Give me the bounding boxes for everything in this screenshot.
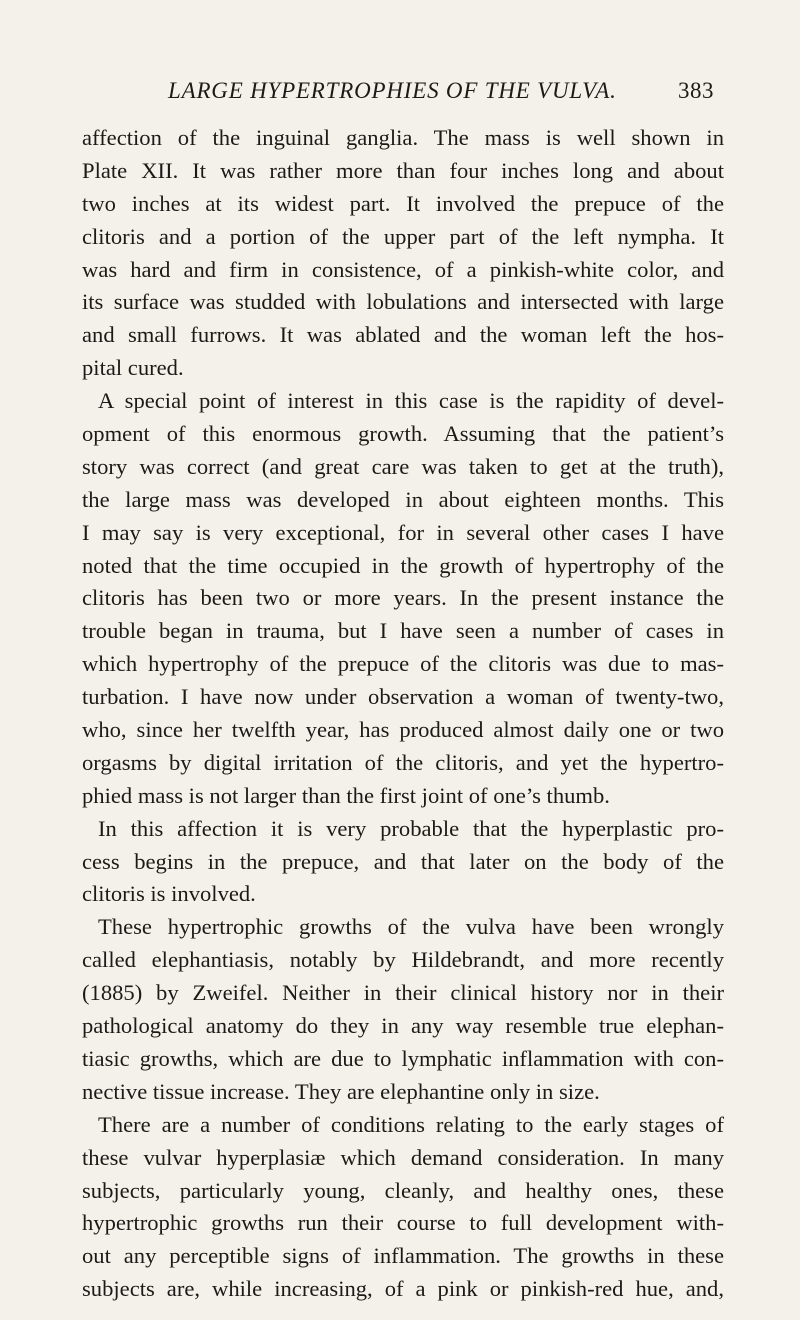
text-line: noted that the time occupied in the growth of hypertrophy of the (82, 552, 724, 578)
text-line: In this affection it is very probable that the hyperplastic pro- (98, 815, 724, 841)
text-line: story was correct (and great care was taken to get at the truth), (82, 453, 724, 479)
text-line: its surface was studded with lobulations and intersected with large (82, 289, 724, 315)
text-line: was hard and firm in consistence, of a pinkish-white color, and (82, 256, 724, 282)
text-line: called elephantiasis, notably by Hildebrandt, and more recently (82, 947, 724, 973)
text-line: subjects are, while increasing, of a pink or pinkish-red hue, and, (82, 1276, 724, 1302)
text-line: which hypertrophy of the prepuce of the clitoris was due to mas- (82, 651, 724, 677)
text-line: phied mass is not larger than the first joint of one’s thumb. (82, 782, 610, 808)
text-line: opment of this enormous growth. Assuming that the patient’s (82, 421, 724, 447)
text-line: clitoris and a portion of the upper part of the left nympha. It (82, 223, 724, 249)
text-line: trouble began in trauma, but I have seen a number of cases in (82, 618, 724, 644)
text-line: who, since her twelfth year, has produced almost daily one or two (82, 717, 724, 743)
text-line: clitoris is involved. (82, 881, 256, 907)
text-line: out any perceptible signs of inflammation. The growths in these (82, 1243, 724, 1269)
text-line: affection of the inguinal ganglia. The mass is well shown in (82, 125, 724, 150)
text-line: the large mass was developed in about eighteen months. This (82, 486, 724, 512)
text-line: two inches at its widest part. It involved the prepuce of the (82, 190, 724, 216)
text-line: Plate XII. It was rather more than four inches long and about (82, 157, 724, 183)
body-text (82, 122, 724, 1306)
text-line: There are a number of conditions relating to the early stages of (98, 1111, 724, 1137)
running-title: LARGE HYPERTROPHIES OF THE VULVA. (168, 78, 617, 103)
text-line: tiasic growths, which are due to lymphatic inflammation with con- (82, 1045, 724, 1071)
text-line: cess begins in the prepuce, and that later on the body of the (82, 848, 724, 874)
text-line: these vulvar hyperplasiæ which demand consideration. In many (82, 1144, 724, 1170)
text-line: turbation. I have now under observation a woman of twenty-two, (82, 684, 724, 710)
text-line: nective tissue increase. They are elephantine only in size. (82, 1078, 600, 1104)
text-line: pital cured. (82, 355, 184, 381)
text-line: hypertrophic growths run their course to full development with- (82, 1210, 724, 1236)
text-line: clitoris has been two or more years. In the present instance the (82, 585, 724, 611)
running-head (0, 78, 800, 108)
text-line: pathological anatomy do they in any way resemble true elephan- (82, 1013, 724, 1039)
text-line: subjects, particularly young, cleanly, and healthy ones, these (82, 1177, 724, 1203)
text-line: A special point of interest in this case is the rapidity of devel- (98, 388, 724, 414)
text-line: (1885) by Zweifel. Neither in their clinical history nor in their (82, 980, 724, 1006)
text-line: I may say is very exceptional, for in several other cases I have (82, 519, 724, 545)
page-number: 383 (678, 78, 714, 103)
text-line: and small furrows. It was ablated and the woman left the hos- (82, 322, 724, 348)
text-line: orgasms by digital irritation of the clitoris, and yet the hypertro- (82, 749, 724, 775)
text-line: These hypertrophic growths of the vulva have been wrongly (98, 914, 724, 940)
